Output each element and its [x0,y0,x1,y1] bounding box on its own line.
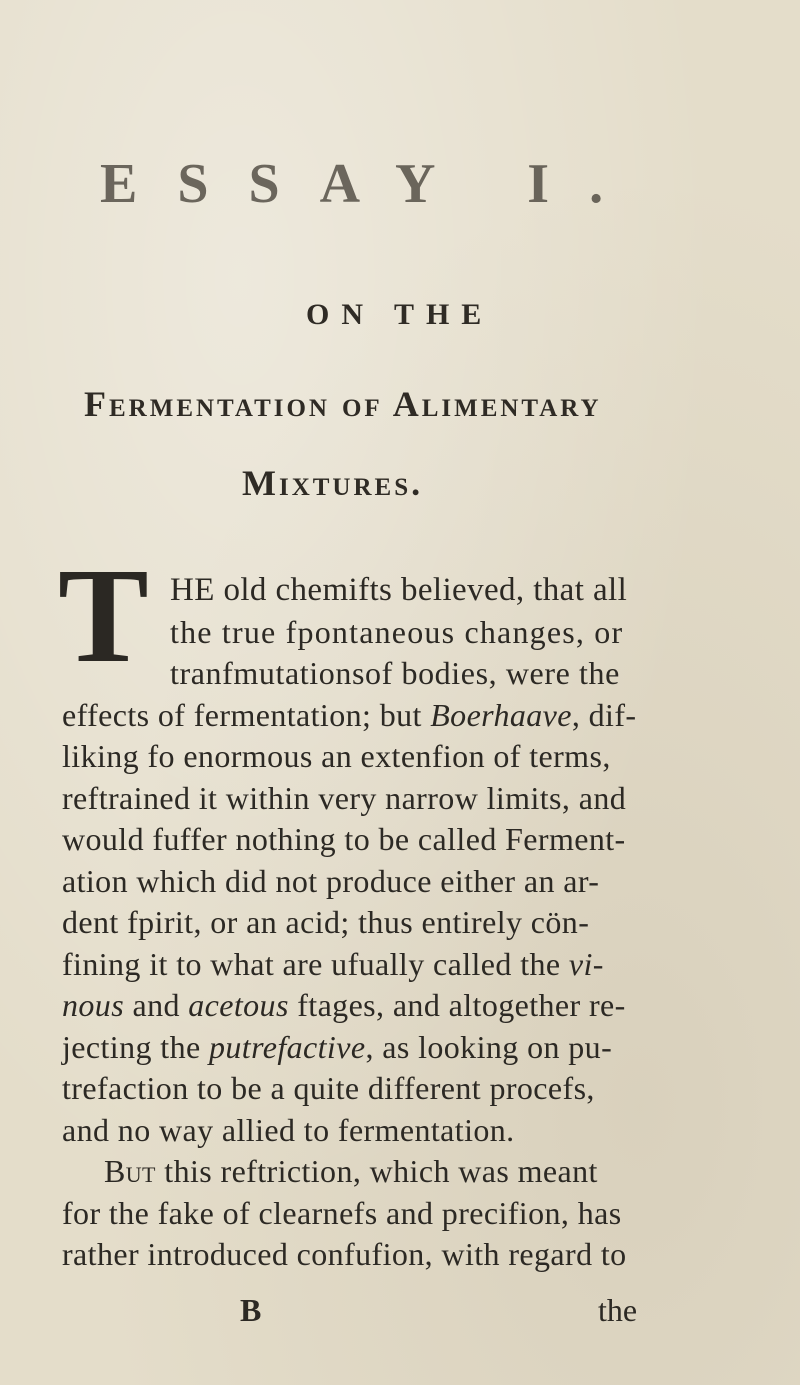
title-line-2: Mixtures. [242,463,424,503]
drop-cap: T [58,541,149,691]
text-line: dent fpirit, or an acid; thus entirely cön- [62,904,590,940]
text-line: for the fake of clearnefs and precifion, has [62,1194,622,1231]
on-the-heading: ON THE [306,298,494,331]
text-line: would fuffer nothing to be called Ferment- [62,821,626,857]
text-line: effects of fermentation; but Boerhaave, dif- [62,696,637,733]
text-line: nous and acetous ftages, and altogether re- [62,987,626,1023]
text-line: liking fo enormous an extenfion of terms, [62,738,611,774]
text-line: fining it to what are ufually called the vi- [62,945,604,982]
text-line: tranfmutationsof bodies, were the [170,655,620,691]
catchword: the [598,1292,638,1328]
essay-number-heading: ESSAY I. [100,153,644,215]
text-line: the true fpontaneous changes, or [170,613,624,650]
text-line: rather introduced confufion, with regard to [62,1236,627,1272]
text-line: HE old chemifts believed, that all [170,572,628,608]
text-line: But this reftriction, which was meant [104,1153,598,1189]
signature-mark: B [240,1292,262,1328]
text-line: jecting the putrefactive, as looking on pu- [62,1028,613,1065]
text-line: and no way allied to fermentation. [62,1111,515,1148]
text-line: trefaction to be a quite different procefs, [62,1070,595,1106]
title-line-1: Fermentation of Alimentary [84,384,602,424]
text-line: reftrained it within very narrow limits, and [62,779,627,816]
text-line: ation which did not produce either an ar- [62,862,600,899]
